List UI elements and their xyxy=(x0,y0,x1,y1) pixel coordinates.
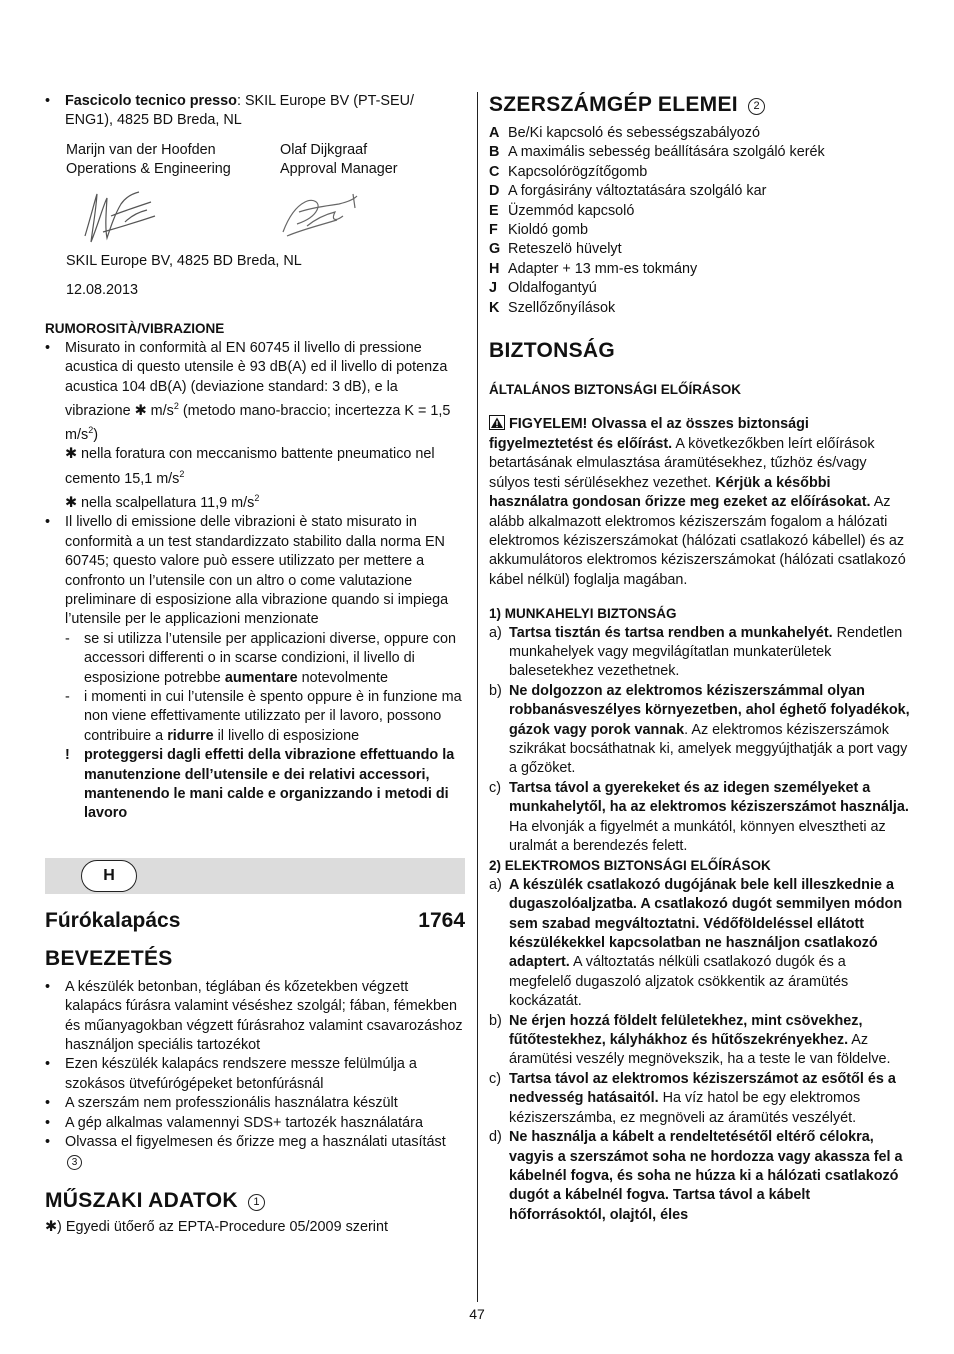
company-address: SKIL Europe BV, 4825 BD Breda, NL xyxy=(66,252,302,269)
part-item: J Oldalfogantyú xyxy=(489,280,597,297)
product-name: Fúrókalapács xyxy=(45,908,181,932)
noise-dash-1: - se si utilizza l’utensile per applicazioni diverse, oppure con accessori differenti o in scarse condizioni, il livello di esposizione potrebbe aumentare notevolmente xyxy=(45,630,465,688)
part-item: F Kioldó gomb xyxy=(489,222,588,239)
intro-bullet: • Olvassa el figyelmesen és őrizze meg a használati utasítást 3 xyxy=(45,1133,465,1172)
signatory-name: Olaf Dijkgraaf xyxy=(280,141,368,158)
parts-heading: SZERSZÁMGÉP ELEMEI 2 xyxy=(489,92,910,118)
part-item: D A forgásirány változtatására szolgáló kar xyxy=(489,183,767,200)
work-item: c) Tartsa távol a gyerekeket és az idegen személyeket a munkahelytől, ha az elektromos kéziszerszámot használja. Ha elvonják a figyelmét a munkától, könnyen elvesztheti az uralmát a berendezés felett. xyxy=(489,779,909,854)
electrical-item: d) Ne használja a kábelt a rendeltetésétől eltérő célokra, vagyis a szerszámot soha ne hordozza vagy akassza fel a kábelnél fogva, és soha ne húzza ki a hálózati csatlakozó dugót a kábelnél fogva. Tartsa távol a kábelt hőforrásoktól, olajtól, éles xyxy=(489,1129,903,1223)
intro-heading: BEVEZETÉS xyxy=(45,946,173,970)
electrical-item: b) Ne érjen hozzá földelt felületekhez, mint csövekhez, fűtőtestekhez, kályhákhoz és hűtőszekrényekhez. Az áramütési veszély megnövekszik, ha a teste le van földelve. xyxy=(489,1012,891,1068)
part-item: K Szellőzőnyílások xyxy=(489,299,616,316)
signature-1-image xyxy=(81,186,161,248)
left-column xyxy=(45,92,465,1237)
figure-ref-badge: 1 xyxy=(248,1194,265,1211)
warning-icon xyxy=(489,415,505,430)
right-column xyxy=(489,92,910,1225)
declaration-date: 12.08.2013 xyxy=(66,282,139,299)
signatures xyxy=(81,186,465,252)
parts-list xyxy=(489,124,910,318)
specs-note: ✱) Egyedi ütőerő az EPTA-Procedure 05/2009 szerint xyxy=(45,1218,388,1235)
general-warning: FIGYELEM! Olvassa el az összes biztonsági figyelmeztetést és előírást. A következőkben leírt előírások betartásának elmulasztása áramütésekhez, tűzhöz és/vagy súlyos testi sérülésekhez vezethet. Kérjük a későbbi használatra gondosan őrizze meg ezeket az előírásokat. Az alább alkalmazott elektromos kéziszerszám fogalom a hálózati elektromos kéziszerszámokat (hálózati csatlakozó kábellel) és az akkumulátoros elektromos kéziszerszámokat (hálózati csatlakozó kábel nélkül) foglalja magában. xyxy=(489,416,906,588)
noise-dash-2: - i momenti in cui l’utensile è spento oppure è in funzione ma non viene effettivamente utilizzato per il lavoro, possono contribuire a ridurre il livello di esposizione xyxy=(45,688,465,746)
part-item: B A maximális sebesség beállítására szolgáló kerék xyxy=(489,144,825,161)
figure-ref-badge: 2 xyxy=(748,98,765,115)
part-item: E Üzemmód kapcsoló xyxy=(489,202,635,219)
part-item: A Be/Ki kapcsoló és sebességszabályozó xyxy=(489,125,760,141)
intro-bullet: • A gép alkalmas valamennyi SDS+ tartozék használatára xyxy=(45,1114,465,1133)
product-number: 1764 xyxy=(418,908,465,932)
electrical-item: a) A készülék csatlakozó dugójának bele kell illeszkednie a dugaszolóaljzatba. A csatlakozó dugót semmilyen módon sem szabad megváltoztatni. Védőföldeléssel ellátott készülékekkel kapcsolatban ne használjon csatlakozó adaptert. A változtatás nélküli csatlakozó dugók és a megfelelő dugaszoló aljzatok csökkentik az áramütés kockázatát. xyxy=(489,876,903,1010)
noise-heading: RUMOROSITÀ/VIBRAZIONE xyxy=(45,321,225,337)
language-bar xyxy=(45,858,465,894)
noise-bullet-1: • Misurato in conformità al EN 60745 il livello di pressione acustica di questo utensile è 93 dB(A) ed il livello di potenza acustica 104 dB(A) (deviazione standard: 3 dB), e la vibrazione ✱ $m/s^2$ (metodo mano-braccio; incertezza K = 1,5 $m/s^2$) ✱ nella foratura con meccanismo battente pneumatico nel cemento 15,1 $m/s^2$ ✱ nella scalpellatura 11,9 $m/s^2$ xyxy=(45,339,465,513)
intro-bullet: • A készülék betonban, téglában és kőzetekben végzett kalapács fúrásra valamint véséshez szolgál; fában, fémekben és műanyagokban végzett fúrásrahoz valamint csavarozáshoz használjon speciális tartozékot xyxy=(45,978,465,1056)
intro-bullet: • Ezen készülék kalapács rendszere messze felülmúlja a szokásos ütvefúrógépeket betonfúrásnál xyxy=(45,1055,465,1094)
part-item: C Kapcsolórögzítőgomb xyxy=(489,163,648,180)
intro-list xyxy=(45,978,465,1172)
noise-bullet-2: • Il livello di emissione delle vibrazioni è stato misurato in conformità a un test standardizzato stabilito dalla norma EN 60745; questo valore può essere utilizzato per mettere a confronto un l’utensile con un altro o come valutazione preliminare di esposizione alla vibrazione quando si impiega l’utensile per le applicazioni menzionate xyxy=(45,513,465,629)
signatory-2 xyxy=(280,141,398,180)
specs-heading: MŰSZAKI ADATOK 1 xyxy=(45,1188,465,1214)
vibration-warning: ! proteggersi dagli effetti della vibrazione effettuando la manutenzione dell’utensile e dei relativi accessori, mantenendo le mani calde e organizzando i metodi di lavoro xyxy=(45,746,465,824)
signature-2-image xyxy=(277,186,367,248)
figure-ref-badge: 3 xyxy=(67,1155,82,1170)
electrical-item: c) Tartsa távol az elektromos kéziszerszámot az esőtől és a nedvesség hatásaitól. Ha víz hatol be egy elektromos kéziszerszámba, ez megnöveli az áramütés veszélyét. xyxy=(489,1070,896,1126)
signatory-name: Marijn van der Hoofden xyxy=(66,141,216,158)
safety-heading: BIZTONSÁG xyxy=(489,339,615,363)
signatory-role: Operations & Engineering xyxy=(66,161,231,178)
part-item: G Reteszelö hüvelyt xyxy=(489,241,622,258)
electrical-safety-heading: 2) ELEKTROMOS BIZTONSÁGI ELŐÍRÁSOK xyxy=(489,858,771,874)
part-item: H Adapter + 13 mm-es tokmány xyxy=(489,260,698,277)
product-title xyxy=(45,908,465,934)
signatory-role: Approval Manager xyxy=(280,161,398,178)
work-item: a) Tartsa tisztán és tartsa rendben a munkahelyét. Rendetlen munkahelyek vagy megvilágítatlan munkaterületek balesetekhez vezethetnek. xyxy=(489,624,903,680)
column-divider xyxy=(477,92,478,1302)
signatories xyxy=(66,141,465,180)
signatory-1 xyxy=(66,141,280,180)
language-code-badge: H xyxy=(81,860,137,892)
page-number: 47 xyxy=(469,1306,485,1322)
intro-bullet: • A szerszám nem professzionális használatra készült xyxy=(45,1094,465,1113)
tech-file-bullet: • Fascicolo tecnico presso: SKIL Europe BV (PT-SEU/ ENG1), 4825 BD Breda, NL xyxy=(45,92,465,131)
work-item: b) Ne dolgozzon az elektromos kéziszerszámmal olyan robbanásveszélyes környezetben, ahol éghető folyadékok, gázok vagy porok vannak. Az elektromos kéziszerszámok szikrákat bocsáthatnak ki, amelyek meggyújthatják a port vagy a gőzöket. xyxy=(489,682,910,777)
general-safety-heading: ÁLTALÁNOS BIZTONSÁGI ELŐÍRÁSOK xyxy=(489,382,741,398)
work-safety-heading: 1) MUNKAHELYI BIZTONSÁG xyxy=(489,606,677,622)
